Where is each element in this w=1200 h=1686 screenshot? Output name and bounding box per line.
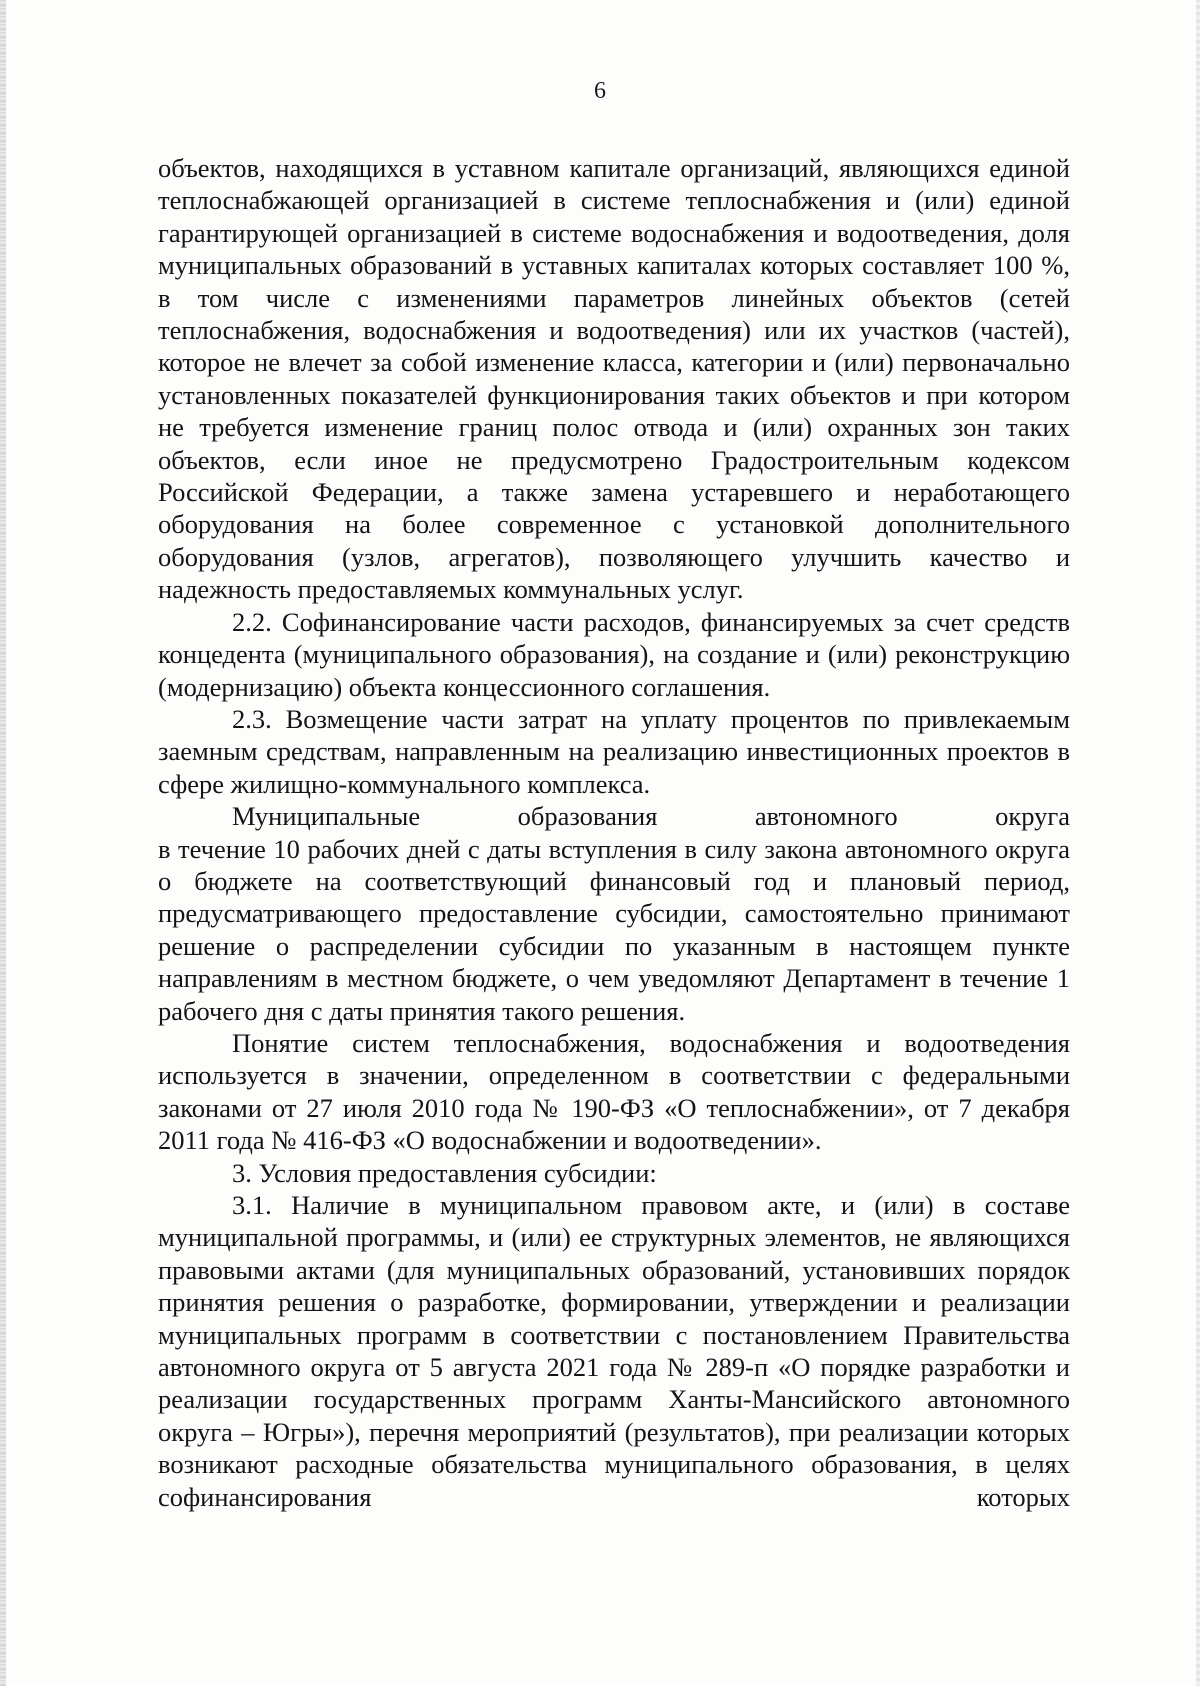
paragraph-3-1: 3.1. Наличие в муниципальном правовом акте, и (или) в составе муниципальной программы, и (или) ее структурных элементов, не являющихся правовыми актами (для муниципальных образований, установивших порядок принятия решения о разработке, формировании, утверждении и реализации муниципальных программ в соответствии с постановлением Правительства автономного округа от 5 августа 2021 года № 289-п «О порядке разработки и реализации государственных программ Ханты-Мансийского автономного округа – Югры»), перечня мероприятий (результатов), при реализации которых возникают расходные обязательства муниципального образования, в целях софинансирования которых xyxy=(158,1190,1070,1512)
scan-edge-left xyxy=(0,0,6,1686)
scan-edge-right xyxy=(1196,0,1200,1686)
paragraph-municipal-decision: в течение 10 рабочих дней с даты вступления в силу закона автономного округа о бюджете на соответствующий финансовый год и плановый период, предусматривающего предоставление субсидии, самостоятельно принимают решение о распределении субсидии по указанным в настоящем пункте направлениям в местном бюджете, о чем уведомляют Департамент в течение 1 рабочего дня с даты принятия такого решения. xyxy=(158,833,1070,1026)
paragraph-2-3: 2.3. Возмещение части затрат на уплату процентов по привлекаемым заемным средствам, направленным на реализацию инвестиционных проектов в сфере жилищно-коммунального комплекса. xyxy=(158,703,1070,799)
document-body xyxy=(158,152,1070,1513)
paragraph-municipal-first-line: Муниципальные образования автономного округа xyxy=(232,801,1070,832)
page-number: 6 xyxy=(594,78,606,104)
paragraph-section-3-heading: 3. Условия предоставления субсидии: xyxy=(232,1157,657,1188)
paragraph-systems-definition: Понятие систем теплоснабжения, водоснабжения и водоотведения используется в значении, определенном в соответствии с федеральными законами от 27 июля 2010 года № 190-ФЗ «О теплоснабжении», от 7 декабря 2011 года № 416-ФЗ «О водоснабжении и водоотведении». xyxy=(158,1027,1070,1156)
paragraph-2-2: 2.2. Софинансирование части расходов, финансируемых за счет средств концедента (муниципального образования), на создание и (или) реконструкцию (модернизацию) объекта концессионного соглашения. xyxy=(158,606,1070,702)
paragraph-objects: объектов, находящихся в уставном капитале организаций, являющихся единой теплоснабжающей организацией в системе теплоснабжения и (или) единой гарантирующей организацией в системе водоснабжения и водоотведения, доля муниципальных образований в уставных капиталах которых составляет 100 %, в том числе с изменениями параметров линейных объектов (сетей теплоснабжения, водоснабжения и водоотведения) или их участков (частей), которое не влечет за собой изменение класса, категории и (или) первоначально установленных показателей функционирования таких объектов и при котором не требуется изменение границ полос отвода и (или) охранных зон таких объектов, если иное не предусмотрено Градостроительным кодексом Российской Федерации, а также замена устаревшего и неработающего оборудования на более современное с установкой дополнительного оборудования (узлов, агрегатов), позволяющего улучшить качество и надежность предоставляемых коммунальных услуг. xyxy=(158,153,1070,605)
